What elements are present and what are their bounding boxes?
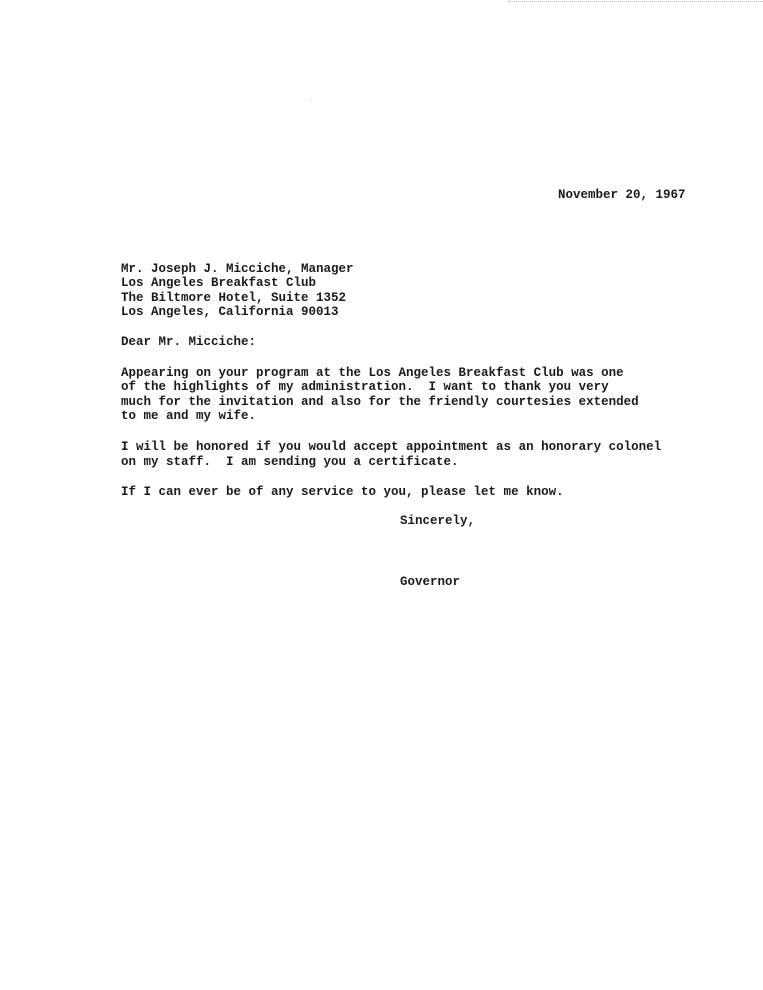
paragraph-1-line: of the highlights of my administration. I want to thank you very [121, 380, 609, 394]
recipient-name-line: Mr. Joseph J. Micciche, Manager [121, 262, 354, 276]
paragraph-3-line: If I can ever be of any service to you, please let me know. [121, 485, 564, 499]
closing: Sincerely, [400, 514, 476, 528]
paragraph-2-line: on my staff. I am sending you a certificate. [121, 455, 459, 469]
top-edge-dotted-line [508, 1, 763, 2]
recipient-city-line: Los Angeles, California 90013 [121, 305, 339, 319]
paragraph-1-line: to me and my wife. [121, 409, 257, 423]
paragraph-2-line: I will be honored if you would accept appointment as an honorary colonel [121, 440, 662, 454]
letter-date: November 20, 1967 [558, 188, 686, 202]
salutation: Dear Mr. Micciche: [121, 335, 257, 349]
paragraph-1-line: Appearing on your program at the Los Angeles Breakfast Club was one [121, 366, 624, 380]
paper-speck [311, 100, 312, 101]
paragraph-1-line: much for the invitation and also for the friendly courtesies extended [121, 395, 639, 409]
signature-title: Governor [400, 575, 461, 589]
recipient-street-line: The Biltmore Hotel, Suite 1352 [121, 291, 347, 305]
recipient-organization-line: Los Angeles Breakfast Club [121, 276, 317, 290]
